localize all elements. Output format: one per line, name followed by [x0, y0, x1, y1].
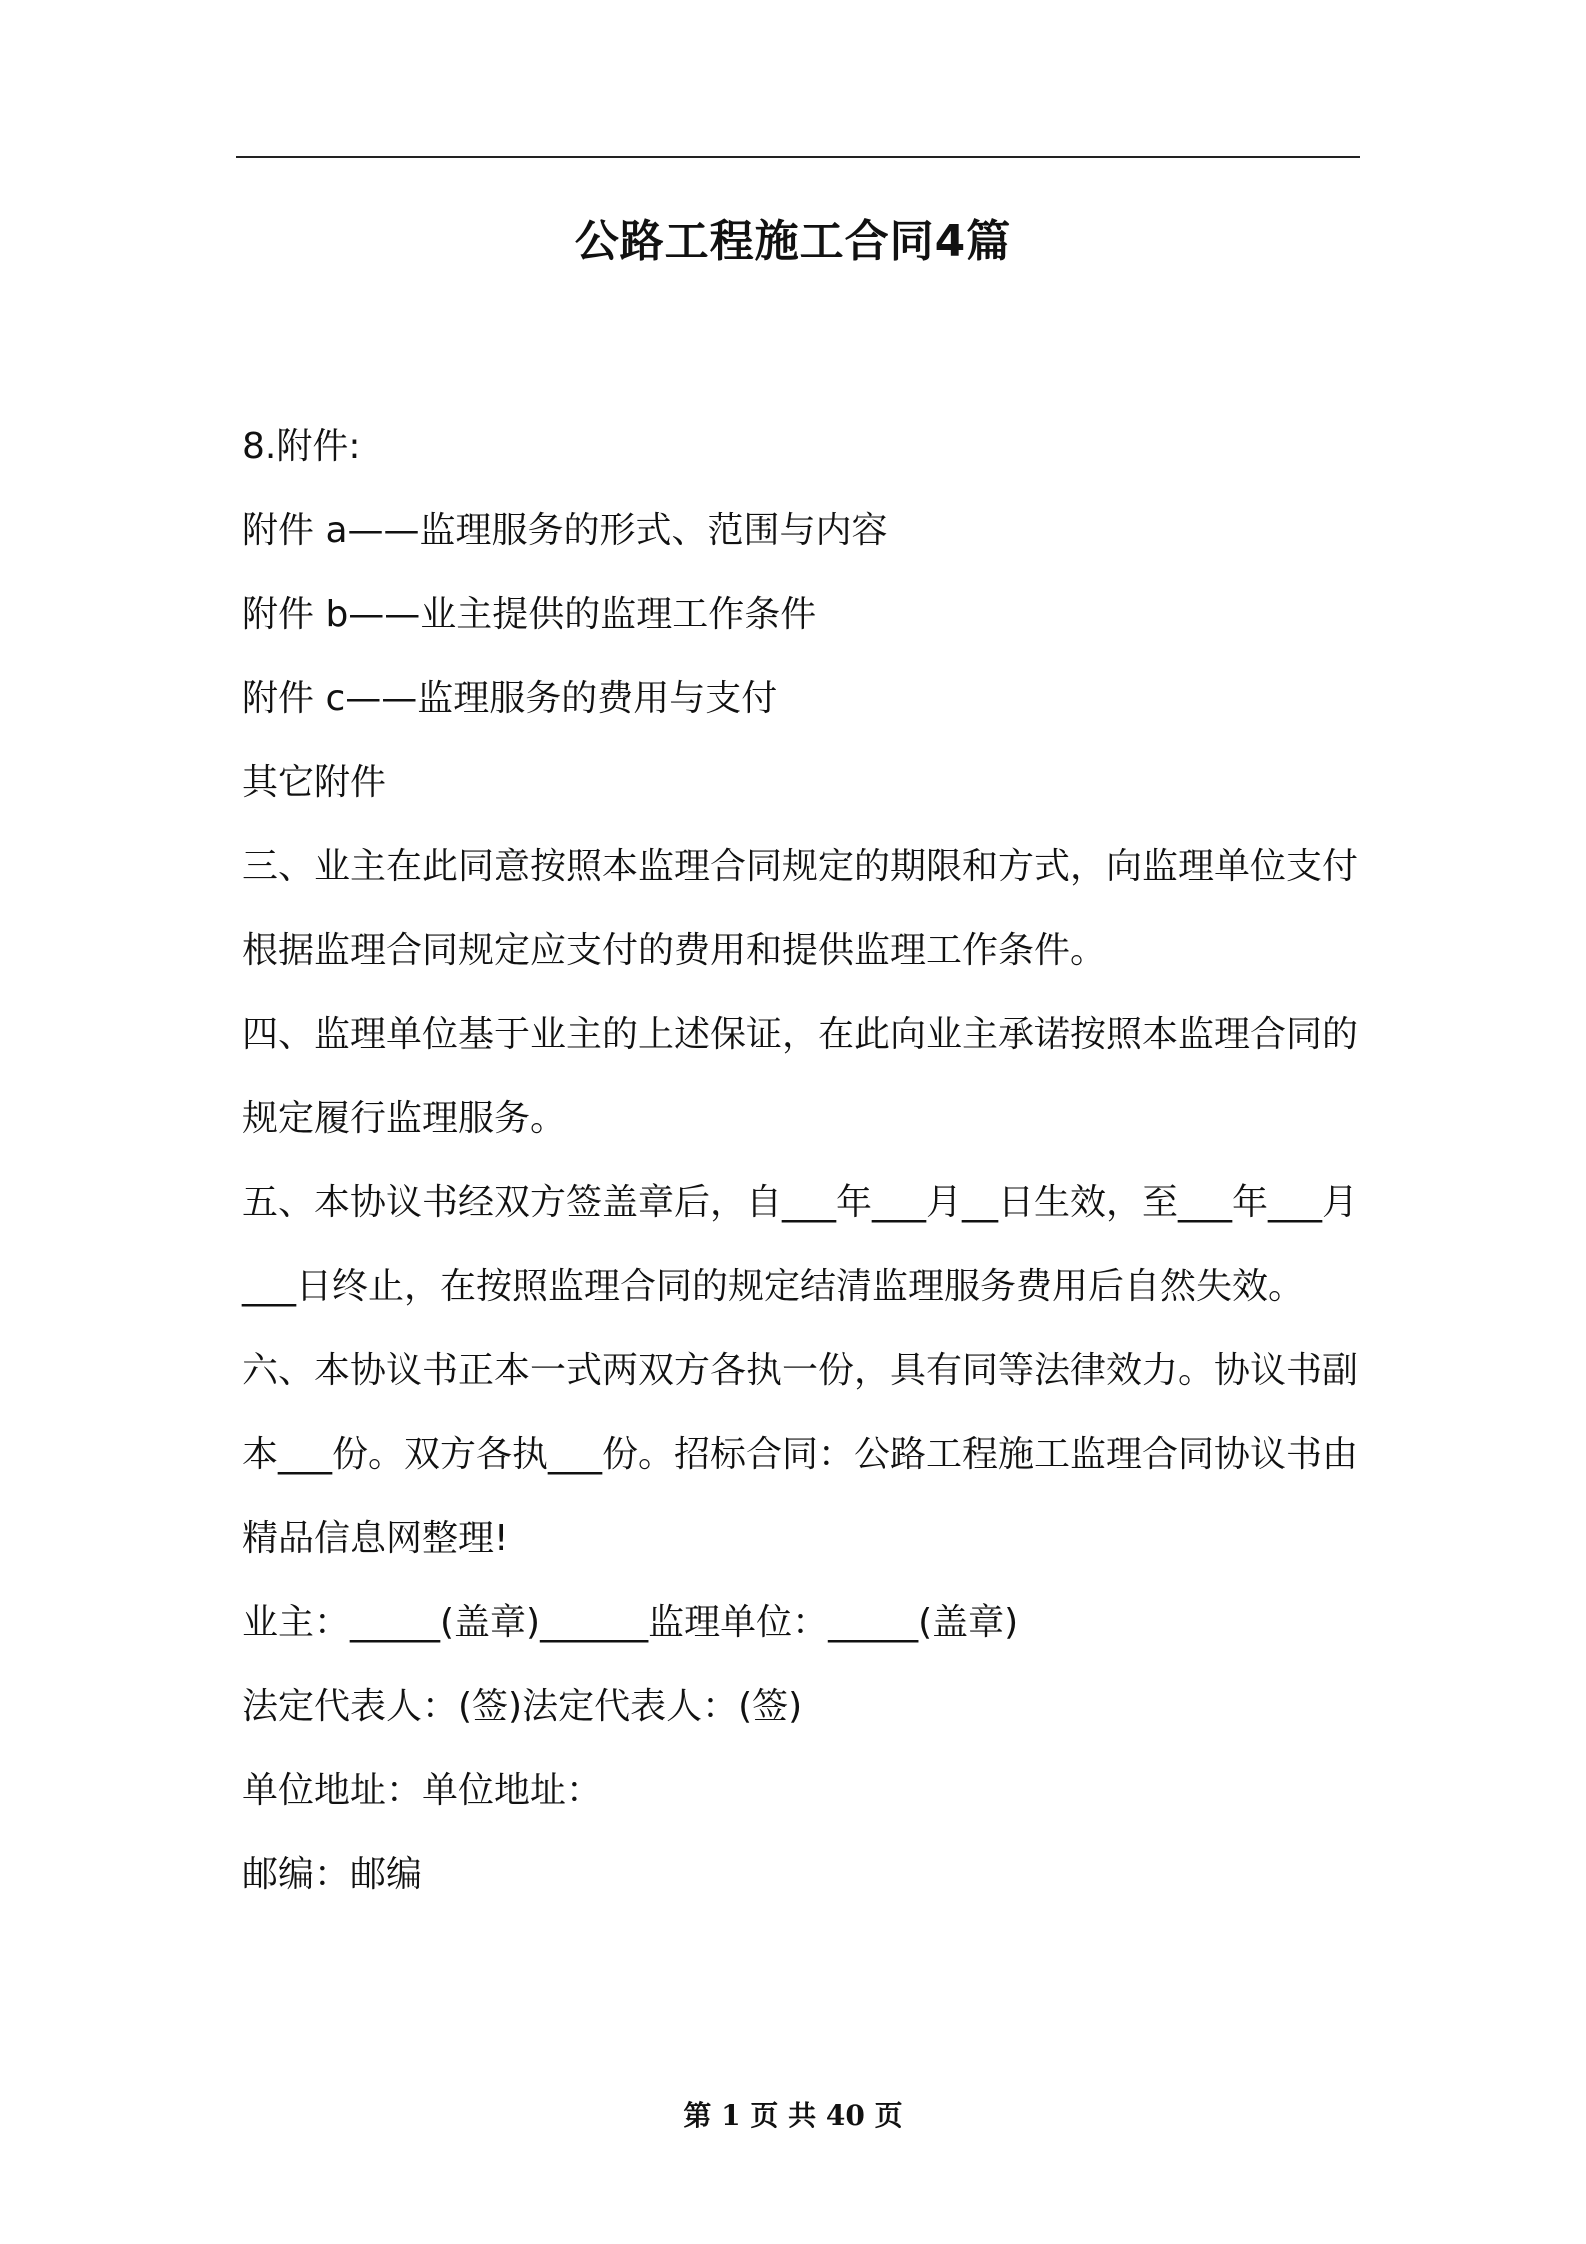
paragraph: 其它附件 [242, 762, 387, 803]
paragraph: 四、监理单位基于业主的上述保证，在此向业主承诺按照本监理合同的规定履行监理服务。 [242, 1014, 1359, 1139]
paragraph: 业主：_____(盖章)______监理单位：_____(盖章) [242, 1602, 1019, 1643]
paragraph: 附件 a——监理服务的形式、范围与内容 [242, 510, 888, 551]
page-number-footer: 第 1 页 共 40 页 [683, 2099, 903, 2132]
paragraph: 附件 c——监理服务的费用与支付 [242, 678, 778, 719]
paragraph: 五、本协议书经双方签盖章后，自___年___月__日生效，至___年___月___日终止，在按照监理合同的规定结清监理服务费用后自然失效。 [242, 1182, 1359, 1307]
paragraph: 法定代表人：(签)法定代表人：(签) [242, 1686, 803, 1727]
document-title: 公路工程施工合同4篇 [574, 216, 1012, 267]
paragraph: 单位地址：单位地址： [242, 1770, 603, 1811]
paragraph: 六、本协议书正本一式两双方各执一份，具有同等法律效力。协议书副本___份。双方各执___份。招标合同：公路工程施工监理合同协议书由精品信息网整理! [242, 1350, 1359, 1559]
paragraph: 三、业主在此同意按照本监理合同规定的期限和方式，向监理单位支付根据监理合同规定应支付的费用和提供监理工作条件。 [242, 846, 1359, 971]
document-body [242, 405, 1358, 1917]
header-rule [236, 156, 1360, 158]
paragraph: 邮编：邮编 [242, 1854, 423, 1895]
paragraph: 8.附件: [242, 426, 361, 467]
paragraph: 附件 b——业主提供的监理工作条件 [242, 594, 817, 635]
